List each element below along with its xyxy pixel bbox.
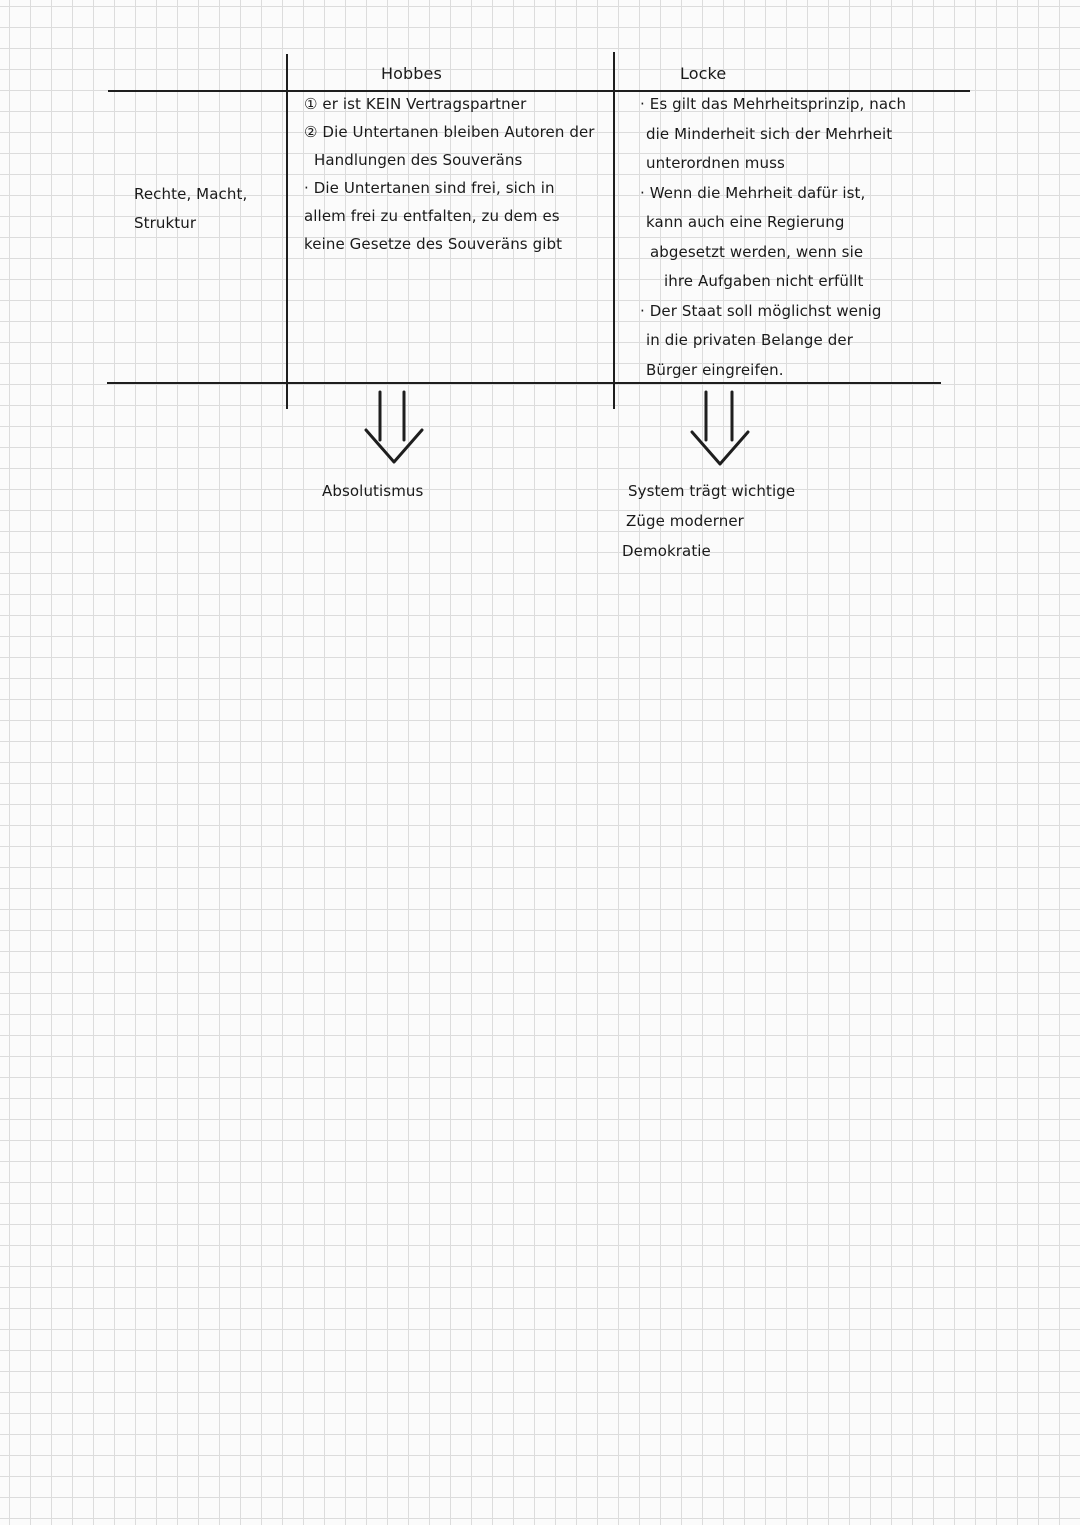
hobbes-item: · Die Untertanen sind frei, sich in [304,179,555,197]
hobbes-item: allem frei zu entfalten, zu dem es [304,207,560,225]
locke-cell [640,90,906,385]
row-label [134,180,247,238]
hobbes-cell [304,90,595,258]
hobbes-item: ① er ist KEIN Vertragspartner [304,95,527,113]
locke-item: Bürger eingreifen. [646,360,784,379]
hobbes-item: ② Die Untertanen bleiben Autoren der [304,123,595,141]
conclusion-locke-line: System trägt wichtige [628,482,796,500]
column-divider-right [613,52,615,409]
conclusion-locke-line: Züge moderner [626,512,744,530]
locke-item: ihre Aufgaben nicht erfüllt [664,272,864,290]
double-arrow-down-icon [686,388,756,468]
hobbes-item: Handlungen des Souveräns [314,151,523,169]
row-label-line: Struktur [134,214,197,232]
locke-item: die Minderheit sich der Mehrheit [646,124,893,143]
column-header-hobbes: Hobbes [381,64,442,83]
conclusion-locke-line: Demokratie [622,542,711,560]
locke-item: abgesetzt werden, wenn sie [650,242,864,261]
row-label-line: Rechte, Macht, [134,185,248,203]
conclusion-locke [622,476,795,566]
double-arrow-down-icon [360,388,430,468]
hobbes-item: keine Gesetze des Souveräns gibt [304,235,563,253]
locke-item: · Es gilt das Mehrheitsprinzip, nach [640,95,907,113]
column-header-locke: Locke [680,64,727,83]
locke-item: in die privaten Belange der [646,331,853,349]
column-divider-left [286,54,288,409]
locke-item: unterordnen muss [646,154,785,172]
locke-item: · Der Staat soll möglichst wenig [640,301,882,320]
conclusion-hobbes: Absolutismus [322,482,424,500]
locke-item: kann auch eine Regierung [646,213,845,231]
locke-item: · Wenn die Mehrheit dafür ist, [640,183,866,202]
